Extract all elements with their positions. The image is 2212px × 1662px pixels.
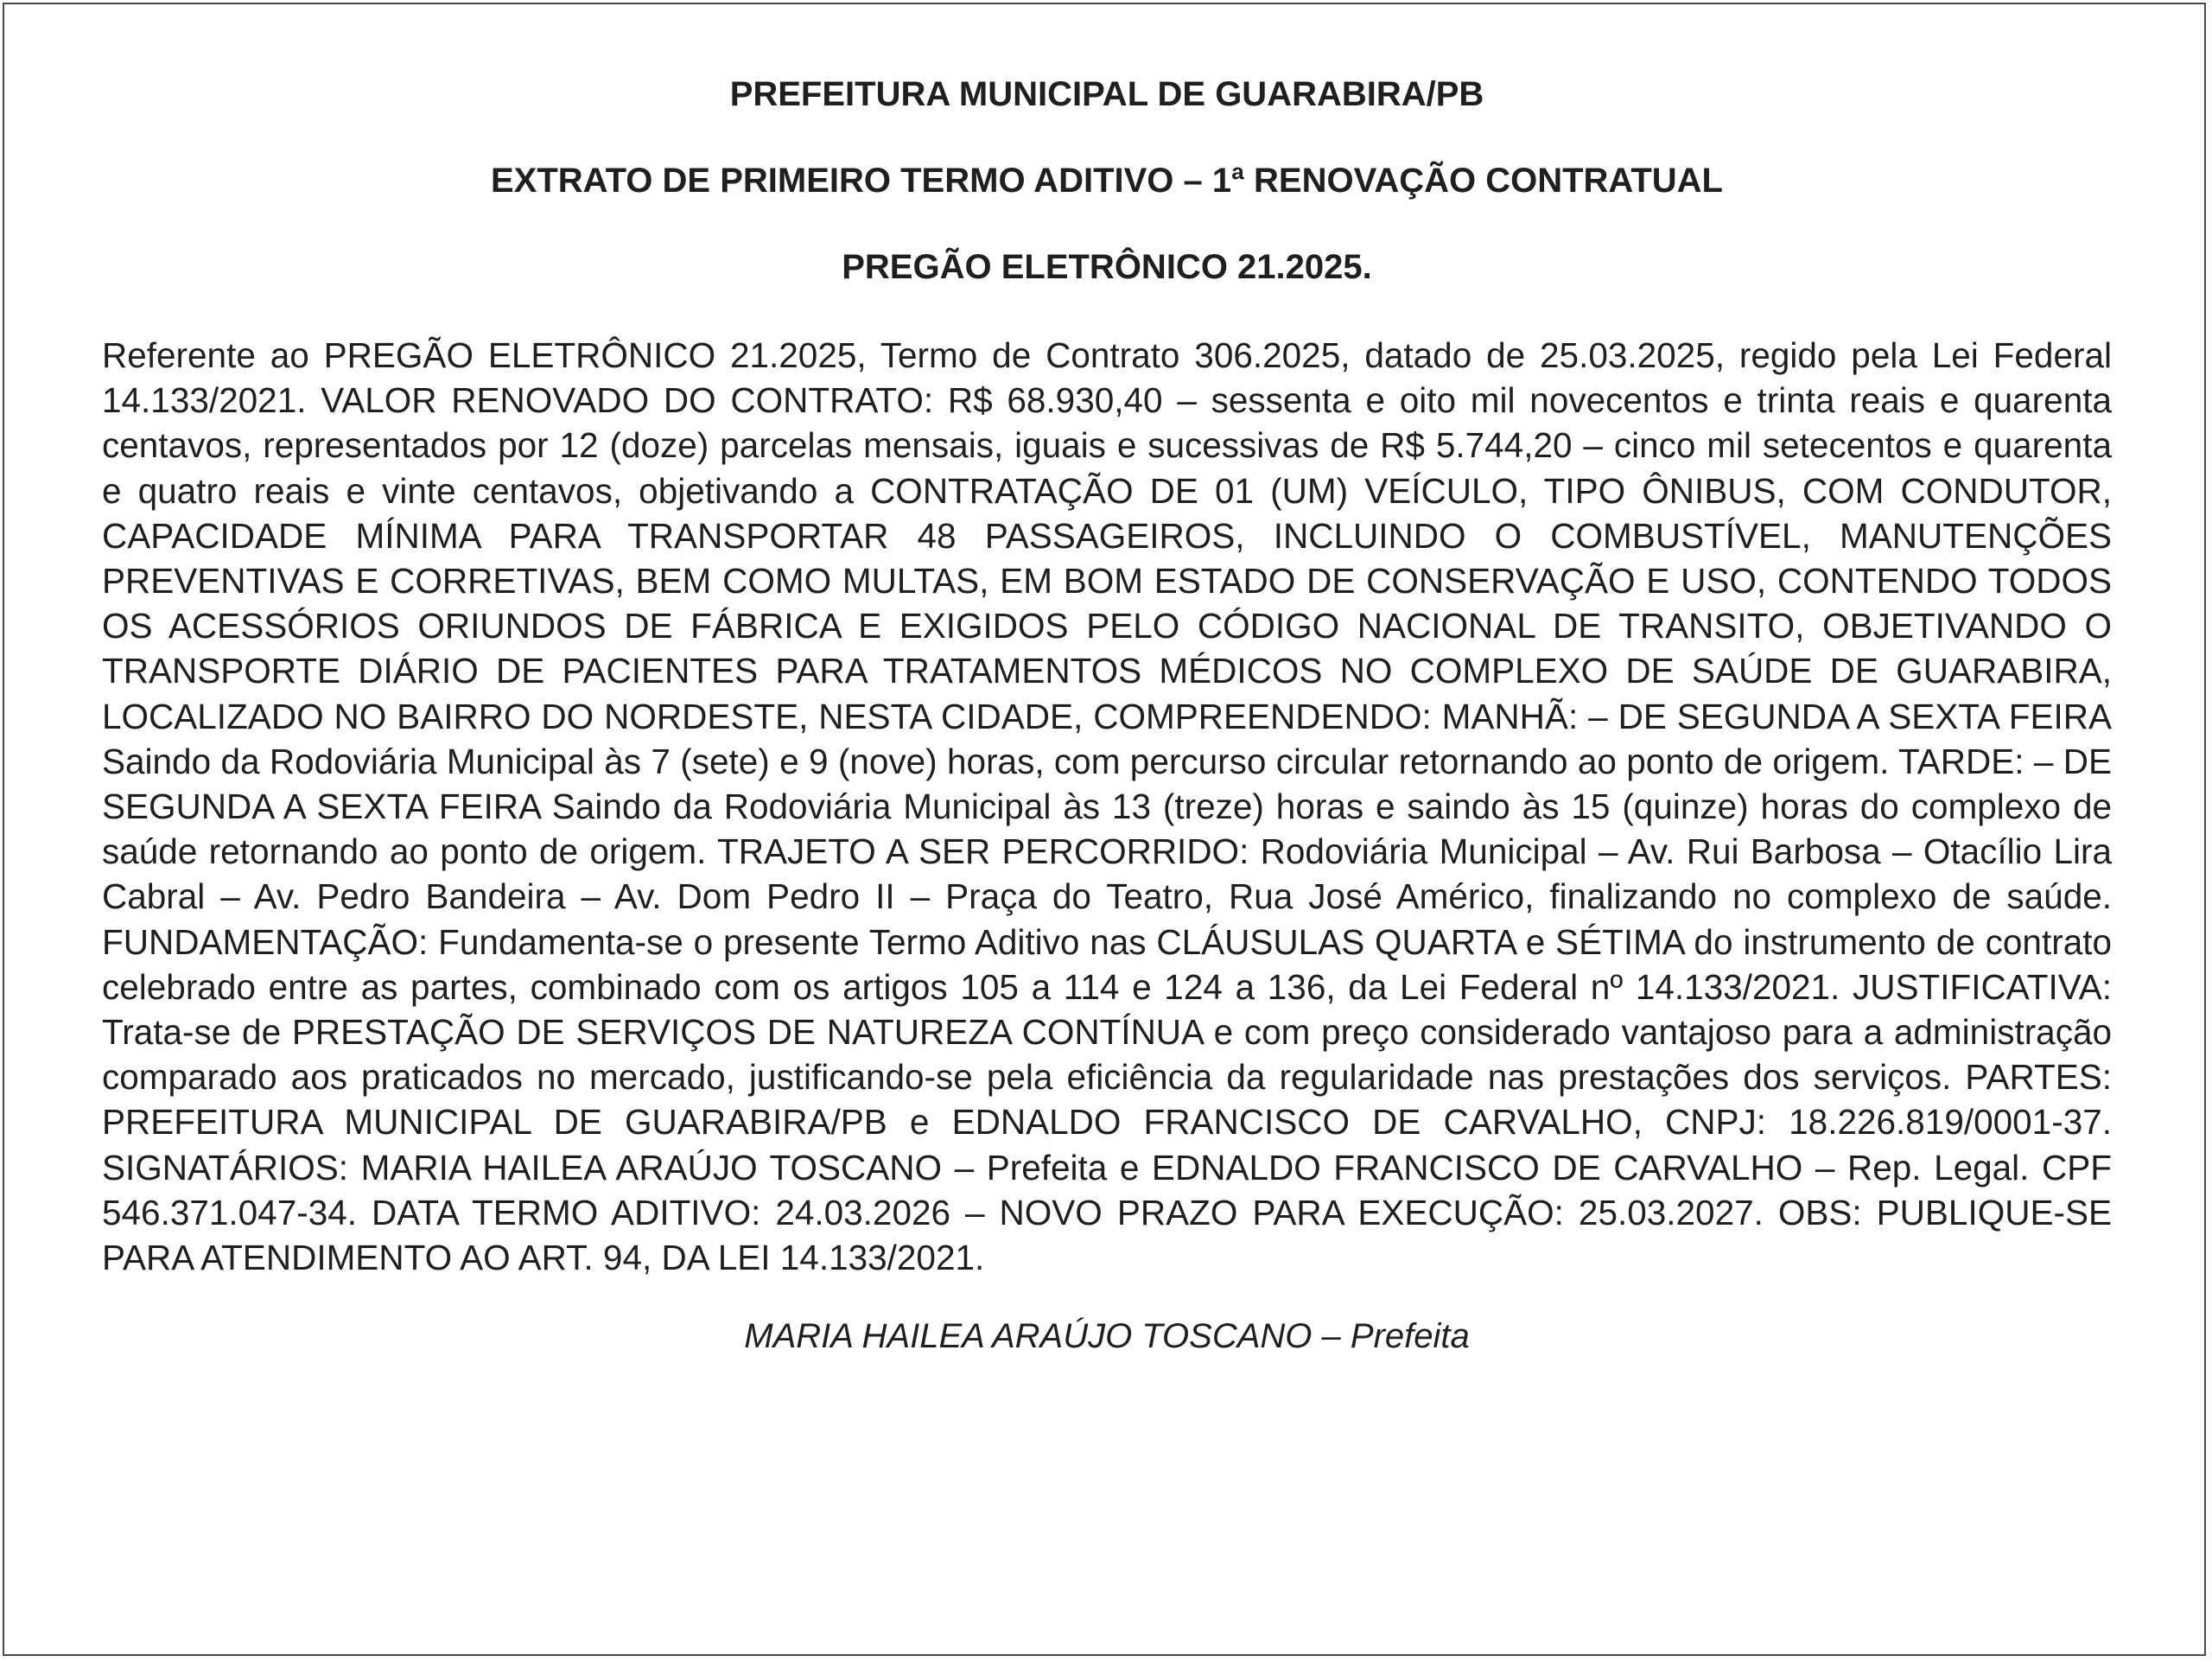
body-paragraph: Referente ao PREGÃO ELETRÔNICO 21.2025, Termo de Contrato 306.2025, datado de 25.03.2025, regido pela Lei Federal 14.133/2021. VALOR RENOVADO DO CONTRATO: R$ 68.930,40 – sessenta e oito mil novecentos e trinta reais e quarenta centavos, representados por 12 (doze) parcelas mensais, iguais e sucessivas de R$ 5.744,20 – cinco mil setecentos e quarenta e quatro reais e vinte centavos, objetivando a CONTRATAÇÃO DE 01 (UM) VEÍCULO, TIPO ÔNIBUS, COM CONDUTOR, CAPACIDADE MÍNIMA PARA TRANSPORTAR 48 PASSAGEIROS, INCLUINDO O COMBUSTÍVEL, MANUTENÇÕES PREVENTIVAS E CORRETIVAS, BEM COMO MULTAS, EM BOM ESTADO DE CONSERVAÇÃO E USO, CONTENDO TODOS OS ACESSÓRIOS ORIUNDOS DE FÁBRICA E EXIGIDOS PELO CÓDIGO NACIONAL DE TRANSITO, OBJETIVANDO O TRANSPORTE DIÁRIO DE PACIENTES PARA TRATAMENTOS MÉDICOS NO COMPLEXO DE SAÚDE DE GUARABIRA, LOCALIZADO NO BAIRRO DO NORDESTE, NESTA CIDADE, COMPREENDENDO: MANHÃ: – DE SEGUNDA A SEXTA FEIRA Saindo da Rodoviária Municipal às 7 (sete) e 9 (nove) horas, com percurso circular retornando ao ponto de origem. TARDE: – DE SEGUNDA A SEXTA FEIRA Saindo da Rodoviária Municipal às 13 (treze) horas e saindo às 15 (quinze) horas do complexo de saúde retornando ao ponto de origem. TRAJETO A SER PERCORRIDO: Rodoviária Municipal – Av. Rui Barbosa – Otacílio Lira Cabral – Av. Pedro Bandeira – Av. Dom Pedro II – Praça do Teatro, Rua José Américo, finalizando no complexo de saúde. FUNDAMENTAÇÃO: Fundamenta-se o presente Termo Aditivo nas CLÁUSULAS QUARTA e SÉTIMA do instrumento de contrato celebrado entre as partes, combinado com os artigos 105 a 114 e 124 a 136, da Lei Federal nº 14.133/2021. JUSTIFICATIVA: Trata-se de PRESTAÇÃO DE SERVIÇOS DE NATUREZA CONTÍNUA e com preço considerado vantajoso para a administração comparado aos praticados no mercado, justificando-se pela eficiência da regularidade nas prestações dos serviços. PARTES: PREFEITURA MUNICIPAL DE GUARABIRA/PB e EDNALDO FRANCISCO DE CARVALHO, CNPJ: 18.226.819/0001-37. SIGNATÁRIOS: MARIA HAILEA ARAÚJO TOSCANO – Prefeita e EDNALDO FRANCISCO DE CARVALHO – Rep. Legal. CPF 546.371.047-34. DATA TERMO ADITIVO: 24.03.2026 – NOVO PRAZO PARA EXECUÇÃO: 25.03.2027. OBS: PUBLIQUE-SE PARA ATENDIMENTO AO ART. 94, DA LEI 14.133/2021. — [102, 335, 2112, 1278]
document-content — [102, 73, 2112, 1391]
signature-line: MARIA HAILEA ARAÚJO TOSCANO – Prefeita — [744, 1316, 1470, 1355]
document-title: PREFEITURA MUNICIPAL DE GUARABIRA/PB — [729, 75, 1484, 113]
document-subtitle: EXTRATO DE PRIMEIRO TERMO ADITIVO – 1ª RENOVAÇÃO CONTRATUAL — [491, 162, 1723, 200]
procedure-heading: PREGÃO ELETRÔNICO 21.2025. — [842, 248, 1372, 286]
